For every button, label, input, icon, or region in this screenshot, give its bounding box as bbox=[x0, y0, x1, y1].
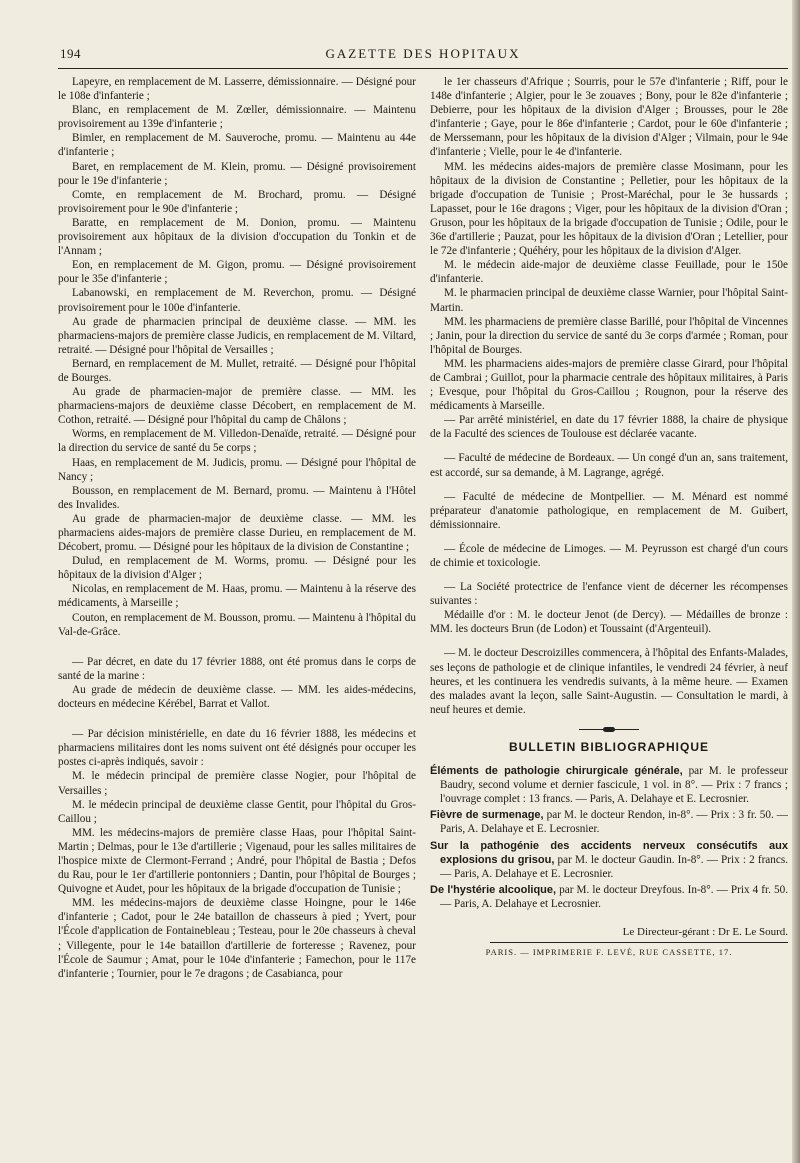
paragraph: MM. les pharmaciens de première classe Barillé, pour l'hôpital de Vincennes ; Janin, pour la direction du service de santé du 3e corps d'armée ; Roman, pour l'hôpital de Bourges. bbox=[430, 315, 788, 356]
paragraph: MM. les médecins-majors de première classe Haas, pour l'hôpital Saint-Martin ; Delmas, pour le 13e d'artillerie ; Vigenaud, pour les salles militaires de l'hospice mixte de Clermont-Ferrand ; André, pour l'hôpital de Bastia ; Defos du Rau, pour le 1er d'artillerie pontonniers ; Dantin, pour l'hôpital de Bourges ; Quivogne et Audet, pour les hôpitaux de la brigade d'occupation de Tunisie ; bbox=[58, 826, 416, 896]
paragraph: M. le médecin principal de deuxième classe Gentit, pour l'hôpital du Gros-Caillou ; bbox=[58, 798, 416, 825]
right-column bbox=[430, 75, 788, 1135]
paragraph: — M. le docteur Descroizilles commencera, à l'hôpital des Enfants-Malades, ses leçons de pathologie et de clinique infantiles, le vendredi 24 février, à neuf heures, et les continuera les vendredis suivants, à la même heure. — Examen des malades avant la leçon, salle Saint-Augustin. — Consultation le mardi, à neuf heures et demie. bbox=[430, 647, 788, 716]
footer-rule bbox=[490, 942, 788, 943]
left-column bbox=[58, 75, 416, 1135]
text-columns bbox=[58, 75, 788, 1135]
paragraph: Lapeyre, en remplacement de M. Lasserre, démissionnaire. — Désigné pour le 108e d'infanterie ; bbox=[58, 76, 416, 103]
bibliography-entry bbox=[430, 839, 788, 881]
signature: Le Directeur-gérant : Dr E. Le Sourd. bbox=[622, 925, 788, 938]
bibliography-entry bbox=[430, 883, 788, 911]
running-head: GAZETTE DES HOPITAUX bbox=[325, 46, 521, 61]
printer-imprint: PARIS. — IMPRIMERIE F. LEVÉ, RUE CASSETTE, 17. bbox=[485, 947, 733, 958]
paragraph: — Par arrêté ministériel, en date du 17 février 1888, la chaire de physique de la Faculté des sciences de Toulouse est déclarée vacante. bbox=[430, 414, 788, 441]
paragraph: MM. les pharmaciens aides-majors de première classe Girard, pour l'hôpital de Cambrai ; Guillot, pour la pharmacie centrale des hôpitaux militaires, à Paris ; Evesque, pour l'hôpital du Gros-Caillou ; Rougnon, pour la réserve des médicaments à Marseille. bbox=[430, 357, 788, 413]
paragraph: Comte, en remplacement de M. Brochard, promu. — Désigné provisoirement pour le 90e d'infanterie ; bbox=[58, 188, 416, 215]
paragraph: Worms, en remplacement de M. Villedon-Denaïde, retraité. — Désigné pour la direction du service de santé du 5e corps ; bbox=[58, 428, 416, 455]
paragraph: Bimler, en remplacement de M. Sauveroche, promu. — Maintenu au 44e d'infanterie ; bbox=[58, 132, 416, 159]
page-number: 194 bbox=[60, 46, 81, 61]
entry-title: Fièvre de surmenage, bbox=[430, 809, 544, 822]
paragraph: le 1er chasseurs d'Afrique ; Sourris, pour le 57e d'infanterie ; Riff, pour le 148e d'infanterie ; Algier, pour le 3e zouaves ; Bony, pour le 82e d'infanterie ; Debierre, pour les hôpitaux de la division d'Alger ; Brousses, pour le 28e d'infanterie ; Gaye, pour le 86e d'infanterie ; Cardot, pour le 60e d'infanterie ; de Merssemann, pour les hôpitaux de la division d'Alger ; Vilmain, pour le 94e d'infanterie ; Vielle, pour le 4e d'infanterie. bbox=[430, 76, 788, 159]
section-ornament bbox=[579, 729, 639, 730]
paragraph: — École de médecine de Limoges. — M. Peyrusson est chargé d'un cours de chimie et toxicologie. bbox=[430, 542, 788, 569]
paragraph: Blanc, en remplacement de M. Zœller, démissionnaire. — Maintenu provisoirement au 139e d'infanterie ; bbox=[58, 104, 416, 131]
paragraph: Eon, en remplacement de M. Gigon, promu. — Désigné provisoirement pour le 35e d'infanterie ; bbox=[58, 259, 416, 286]
paragraph: Baratte, en remplacement de M. Donion, promu. — Maintenu provisoirement aux hôpitaux de la division d'occupation du Tonkin et de l'Annam ; bbox=[58, 216, 416, 258]
entry-details: par M. le docteur Dreyfous. In-8°. — Prix 4 fr. 50. — Paris, A. Delahaye et Lecrosnier. bbox=[440, 883, 788, 910]
paragraph: M. le médecin aide-major de deuxième classe Feuillade, pour le 150e d'infanterie. bbox=[430, 259, 788, 286]
entry-details: par M. le docteur Rendon, in-8°. — Prix : 3 fr. 50. — Paris, A. Delahaye et E. Lecrosnier. bbox=[440, 809, 788, 836]
paragraph: — La Société protectrice de l'enfance vient de décerner les récompenses suivantes : bbox=[430, 581, 788, 608]
paragraph: Au grade de médecin de deuxième classe. — MM. les aides-médecins, docteurs en médecine Kérébel, Barrat et Vallot. bbox=[58, 683, 416, 711]
bibliography-entry bbox=[430, 764, 788, 806]
paragraph: Au grade de pharmacien principal de deuxième classe. — MM. les pharmaciens-majors de première classe Judicis, en remplacement de M. Viltard, retraité. — Désigné pour l'hôpital de Versailles ; bbox=[58, 315, 416, 356]
paragraph: — Par décret, en date du 17 février 1888, ont été promus dans le corps de santé de la marine : bbox=[58, 655, 416, 682]
paragraph: Au grade de pharmacien-major de première classe. — MM. les pharmaciens-majors de deuxième classe Décobert, en remplacement de M. Cothon, retraité. — Désigné pour l'hôpital du camp de Châlons ; bbox=[58, 386, 416, 427]
paragraph: MM. les médecins aides-majors de première classe Mosimann, pour les hôpitaux de la division de Constantine ; Pelletier, pour les hôpitaux de la brigade d'occupation de Tunisie ; Prost-Maréchal, pour le 3e hussards ; Lapasset, pour le 16e dragons ; Viger, pour les hôpitaux de la division d'Oran ; Gruson, pour les hôpitaux de la brigade d'occupation de Tunisie ; Odile, pour le 36e d'artillerie ; Pauzat, pour les hôpitaux de la division d'Oran ; Letellier, pour le 72e d'infanterie ; Quéhéry, pour les hôpitaux de la division d'Alger. bbox=[430, 160, 788, 258]
paragraph: Baret, en remplacement de M. Klein, promu. — Désigné provisoirement pour le 19e d'infanterie ; bbox=[58, 160, 416, 187]
paragraph: — Faculté de médecine de Bordeaux. — Un congé d'un an, sans traitement, est accordé, sur sa demande, à M. Lagrange, agrégé. bbox=[430, 452, 788, 479]
paragraph: Dulud, en remplacement de M. Worms, promu. — Désigné pour les hôpitaux de la division d'Alger ; bbox=[58, 555, 416, 582]
paragraph: — Faculté de médecine de Montpellier. — M. Ménard est nommé préparateur d'anatomie pathologique, en remplacement de M. Guibert, démissionnaire. bbox=[430, 490, 788, 531]
bibliography-entry bbox=[430, 808, 788, 836]
paragraph: Nicolas, en remplacement de M. Haas, promu. — Maintenu à la réserve des médicaments, à Marseille ; bbox=[58, 583, 416, 610]
entry-title: Éléments de pathologie chirurgicale générale, bbox=[430, 765, 683, 778]
paragraph: MM. les médecins-majors de deuxième classe Hoingne, pour le 146e d'infanterie ; Cadot, pour le 24e bataillon de chasseurs à pied ; Yvert, pour l'École d'application de Fontainebleau ; Testeau, pour le 20e chasseurs à cheval ; Villegente, pour le 14e bataillon d'artillerie de forteresse ; Ravenez, pour l'École de Saumur ; Amat, pour le 104e d'infanterie ; Famechon, pour le 117e d'infanterie ; Tournier, pour le 7e dragons ; de Casabianca, pour bbox=[58, 897, 416, 980]
page-header bbox=[58, 40, 788, 64]
paragraph: — Par décision ministérielle, en date du 16 février 1888, les médecins et pharmaciens militaires dont les noms suivent ont été désignés pour occuper les postes ci-après indiqués, savoir : bbox=[58, 728, 416, 769]
paragraph: Labanowski, en remplacement de M. Reverchon, promu. — Désigné provisoirement pour le 100e d'infanterie. bbox=[58, 287, 416, 314]
entry-title: De l'hystérie alcoolique, bbox=[430, 883, 557, 896]
paragraph: M. le pharmacien principal de deuxième classe Warnier, pour l'hôpital Saint-Martin. bbox=[430, 287, 788, 314]
entry-title: Sur la pathogénie des accidents nerveux consécutifs aux explosions du grisou, bbox=[430, 839, 788, 866]
paragraph: M. le médecin principal de première classe Nogier, pour l'hôpital de Versailles ; bbox=[58, 770, 416, 797]
bulletin-title: BULLETIN BIBLIOGRAPHIQUE bbox=[509, 739, 709, 754]
paragraph: Couton, en remplacement de M. Bousson, promu. — Maintenu à l'hôpital du Val-de-Grâce. bbox=[58, 611, 416, 638]
header-rule bbox=[58, 68, 788, 69]
paragraph: Haas, en remplacement de M. Judicis, promu. — Désigné pour l'hôpital de Nancy ; bbox=[58, 456, 416, 483]
paragraph: Au grade de pharmacien-major de deuxième classe. — MM. les pharmaciens aides-majors de première classe Durieu, en remplacement de M. Décobert, promu. — Désigné pour les hôpitaux de la division de Constantine ; bbox=[58, 512, 416, 554]
paragraph: Bernard, en remplacement de M. Mullet, retraité. — Désigné pour l'hôpital de Bourges. bbox=[58, 357, 416, 384]
paragraph: Bousson, en remplacement de M. Bernard, promu. — Maintenu à l'Hôtel des Invalides. bbox=[58, 484, 416, 511]
entry-details: par M. le professeur Baudry, second volume et dernier fascicule, 1 vol. in 8°. — Prix : 7 francs ; l'ouvrage complet : 13 francs. — Paris, A. Delahaye et E. Lecrosnier. bbox=[440, 765, 788, 806]
entry-details: par M. le docteur Gaudin. In-8°. — Prix : 2 francs. — Paris, A. Delahaye et E. Lecrosnier. bbox=[440, 853, 788, 880]
paragraph: Médaille d'or : M. le docteur Jenot (de Dercy). — Médailles de bronze : MM. les docteurs Brun (de Lodon) et Toussaint (d'Argenteuil). bbox=[430, 609, 788, 636]
